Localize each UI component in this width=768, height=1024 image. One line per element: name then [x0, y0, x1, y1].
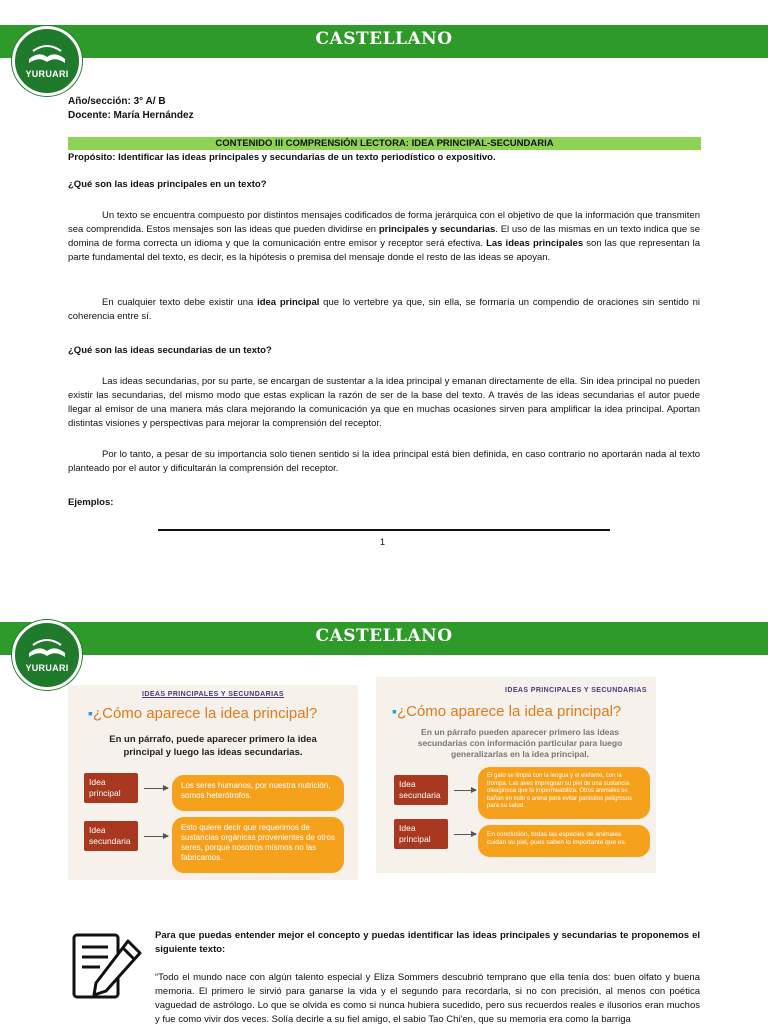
box-idea-principal: Los seres humanos, por nuestra nutrición, somos heterótrofos. — [172, 775, 344, 811]
content-title-bar: CONTENIDO III COMPRENSIÓN LECTORA: IDEA PRINCIPAL-SECUNDARIA — [68, 137, 701, 150]
logo-text: YURUARI — [25, 69, 69, 79]
slide-subtitle: En un párrafo, puede aparecer primero la idea principal y luego las ideas secundarias. — [109, 734, 317, 758]
paragraph-main-ideas — [68, 209, 700, 265]
arrow-icon — [454, 834, 476, 835]
slide-example-1 — [68, 685, 358, 880]
question-secondary-ideas: ¿Qué son las ideas secundarias de un texto? — [68, 345, 272, 356]
purpose: Propósito: Identificar las ideas principales y secundarias de un texto periodístico o expositivo. — [68, 152, 496, 163]
bold-run: principales y secundarias — [378, 224, 496, 235]
school-logo — [12, 620, 82, 690]
intro-text: Para que puedas entender mejor el concepto y puedas identificar las ideas principales y secundarias te proponemos el siguiente texto: — [155, 930, 700, 955]
paragraph-secondary-ideas: Las ideas secundarias, por su parte, se encargan de sustentar a la idea principal y emanan directamente de ella. Sin idea principal no pueden existir las secundarias, del mismo modo que estas explican la razón de ser de la base del texto. A través de las ideas secundarias el autor puede llegar al emisor de una manera más clara mejorando la comunicación ya que en muchas ocasiones sirven para amplificar la idea principal. Aportan distintas visiones y perspectivas para mejorar la comprensión del receptor. — [68, 376, 700, 429]
slide-question-text: ¿Cómo aparece la idea principal? — [92, 705, 318, 722]
bullet-icon: ▪ — [392, 703, 397, 719]
logo-text: YURUARI — [25, 663, 69, 673]
text-run: . El uso de las mismas en un texto indica que se domina de forma correcta un idioma y que la comunicación entre emisor y receptor será efectiva. — [68, 224, 700, 249]
year-section: Año/sección: 3° A/ B — [68, 96, 166, 107]
paragraph-conclusion: Por lo tanto, a pesar de su importancia solo tienen sentido si la idea principal está bien definida, en caso contrario no aportarán nada al texto planteado por el autor y dificultarán la comprensión del receptor. — [68, 449, 700, 474]
label-idea-secundaria: Idea secundaria — [394, 775, 448, 805]
footer-divider — [158, 529, 610, 531]
teacher: Docente: María Hernández — [68, 110, 194, 121]
text-run: En cualquier texto debe existir una — [102, 297, 258, 308]
question-main-ideas: ¿Qué son las ideas principales en un texto? — [68, 179, 267, 190]
label-idea-secundaria: Idea secundaria — [84, 821, 138, 851]
text-run: que lo vertebre ya que, sin ella, se formaría un compendio de oraciones sin sentido ni coherencia entre sí. — [68, 297, 700, 322]
label-idea-principal: Idea principal — [394, 819, 448, 849]
bullet-icon: ▪ — [88, 705, 93, 721]
slide-header: IDEAS PRINCIPALES Y SECUNDARIAS — [142, 691, 284, 698]
notebook-pencil-icon — [70, 931, 148, 1009]
text-run: son las que representan la parte fundamental del texto, es decir, es la hipótesis o premisa del mensaje donde el resto de las ideas se apoyan. — [68, 238, 700, 263]
bold-run: idea principal — [257, 297, 320, 308]
paragraph-idea-principal — [68, 296, 700, 324]
examples-heading: Ejemplos: — [68, 497, 114, 508]
box-idea-secundaria: Esto quiere decir que requerimos de sustancias orgánicas provenientes de otros seres, porque nosotros mismos no las fabricamos. — [172, 817, 344, 873]
slide-subtitle: En un párrafo pueden aparecer primero las ideas secundarias con información particular para luego generalizarlas en la idea principal. — [417, 727, 623, 759]
slide-example-2 — [376, 677, 656, 873]
text-run: Un texto se encuentra compuesto por distintos mensajes codificados de forma jerárquica con el objetivo de que la información que transmiten sea comprendida. Estos mensajes son las ideas que pueden dividirse en — [68, 210, 700, 235]
arrow-icon — [144, 788, 168, 789]
school-logo — [12, 26, 82, 96]
banner-title: CASTELLANO — [315, 626, 453, 646]
box-idea-principal: En conclusión, todas las especies de animales cuidan su piel, pues saben lo importante que es. — [478, 825, 650, 857]
quote-text: “Todo el mundo nace con algún talento especial y Eliza Sommers descubrió temprano que ella tenía dos: buen olfato y buena memoria. El primero le sirvió para ganarse la vida y el segundo para recordarla, si no con precisión, al menos con poética vaguedad de astrólogo. Lo que se olvida es como si nunca hubiera sucedido, pero sus recuerdos reales e ilusorios eran muchos y fue como vivir dos veces. Solía decirle a su fiel amigo, el sabio Tao Chi'en, que su memoria era como la barriga — [155, 972, 700, 1024]
header-banner — [0, 622, 768, 655]
slide-question — [392, 703, 621, 720]
page-2 — [0, 595, 768, 1024]
box-idea-secundaria: El gato se limpia con la lengua y el elefante, con la trompa. Las aves impregnan su piel de una sustancia oleaginosa que la impermeabiliza. Otros animales se bañan en lodo o arena para evitar parásitos peligrosos para su salud. — [478, 767, 650, 819]
arrow-icon — [144, 836, 168, 837]
header-banner — [0, 25, 768, 58]
bold-run: Las ideas principales — [486, 238, 584, 249]
arrow-icon — [454, 790, 476, 791]
slide-question — [88, 705, 317, 722]
book-icon — [15, 623, 79, 687]
book-icon — [15, 29, 79, 93]
label-idea-principal: Idea principal — [84, 773, 138, 803]
page-number: 1 — [380, 537, 386, 547]
banner-title: CASTELLANO — [315, 29, 453, 49]
slide-question-text: ¿Cómo aparece la idea principal? — [396, 703, 622, 720]
slide-header: IDEAS PRINCIPALES Y SECUNDARIAS — [505, 687, 647, 694]
